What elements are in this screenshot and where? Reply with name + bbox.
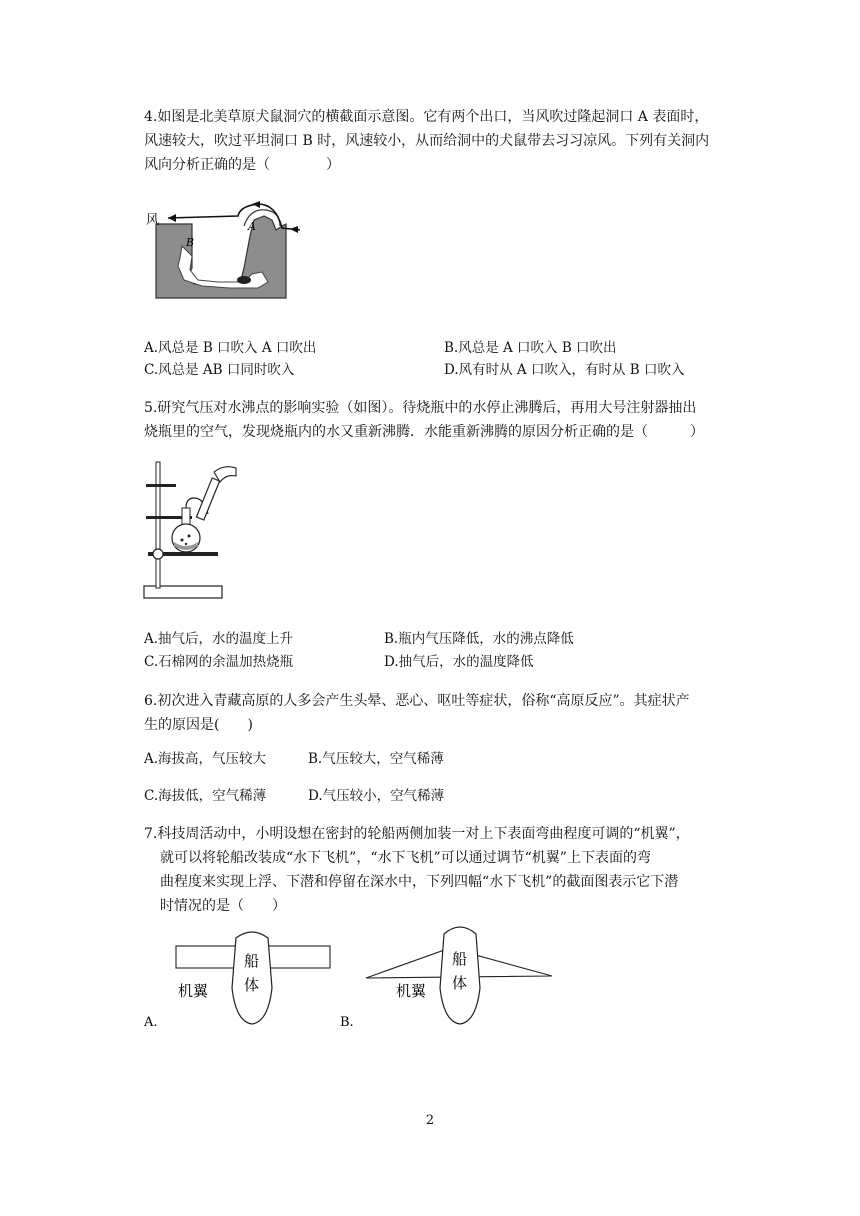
q6-option-d[interactable]: D.气压较小，空气稀薄 xyxy=(308,788,445,804)
wing-label: 机翼 xyxy=(396,982,427,1000)
q4-option-d[interactable]: D.风有时从 A 口吹入，有时从 B 口吹入 xyxy=(444,362,685,378)
q5-option-c[interactable]: C.石棉网的余温加热烧瓶 xyxy=(144,654,294,670)
q7-stem-line-2: 就可以将轮船改装成“水下飞机”，“水下飞机”可以通过调节“机翼”上下表面的弯 xyxy=(160,850,651,866)
q7-stem-line-1: 7.科技周活动中，小明设想在密封的轮船两侧加装一对上下表面弯曲程度可调的“机翼”， xyxy=(144,826,690,842)
figure-b-label: B. xyxy=(340,1015,354,1030)
q6-option-b[interactable]: B.气压较大，空气稀薄 xyxy=(308,751,444,767)
q5-stem-line-1: 5.研究气压对水沸点的影响实验（如图）。待烧瓶中的水停止沸腾后，再用大号注射器抽出 xyxy=(144,400,697,416)
q4-option-c[interactable]: C.风总是 AB 口同时吹入 xyxy=(144,362,295,378)
prairie-dog-burrow-figure xyxy=(140,196,310,304)
q4-stem-line-2: 风速较大，吹过平坦洞口 B 时，风速较小，从而给洞中的犬鼠带去习习凉风。下列有关洞内 xyxy=(144,133,710,149)
q6-stem-line-1: 6.初次进入青藏高原的人多会产生头晕、恶心、呕吐等症状，俗称“高原反应”。其症状产 xyxy=(144,693,690,709)
wing-label: 机翼 xyxy=(178,982,209,1000)
hull-label-bottom: 体 xyxy=(452,974,468,992)
q7-stem-line-4: 时情况的是（ ） xyxy=(160,898,286,914)
clamp-top xyxy=(146,484,176,487)
q5-option-a[interactable]: A.抽气后，水的温度上升 xyxy=(144,631,294,647)
q7-stem-line-3: 曲程度来实现上浮、下潜和停留在深水中，下列四幅“水下飞机”的截面图表示它下潜 xyxy=(160,874,679,890)
hull-label-top: 船 xyxy=(452,950,468,968)
boiling-flask-apparatus-figure xyxy=(142,458,242,604)
hull-label-bottom: 体 xyxy=(244,976,260,994)
underwater-plane-figure-b[interactable] xyxy=(338,916,560,1038)
wind-arrowhead-right xyxy=(290,226,298,233)
q4-option-a[interactable]: A.风总是 B 口吹入 A 口吹出 xyxy=(144,340,317,356)
q5-stem-line-2: 烧瓶里的空气，发现烧瓶内的水又重新沸腾．水能重新沸腾的原因分析正确的是（ ） xyxy=(144,424,704,440)
q6-stem-line-2: 生的原因是( ) xyxy=(144,717,253,733)
q5-option-b[interactable]: B.瓶内气压降低，水的沸点降低 xyxy=(384,631,574,647)
q5-option-d[interactable]: D.抽气后，水的温度降低 xyxy=(384,654,534,670)
prairie-dog xyxy=(237,276,251,284)
clamp-knob xyxy=(153,549,163,559)
wind-arrowhead-left xyxy=(168,214,176,222)
q6-option-c[interactable]: C.海拔低，空气稀薄 xyxy=(144,788,267,804)
wind-label: 风 xyxy=(146,213,160,228)
q4-stem-line-3: 风向分析正确的是（ ） xyxy=(144,157,340,173)
q4-stem-line-1: 4.如图是北美草原犬鼠洞穴的横截面示意图。它有两个出口，当风吹过隆起洞口 A 表面时， xyxy=(144,109,709,125)
stand-rod xyxy=(156,462,160,588)
wind-arrowhead-top xyxy=(252,201,260,208)
page-number: 2 xyxy=(425,1113,435,1128)
label-b: B xyxy=(186,236,195,249)
hull-label-top: 船 xyxy=(244,952,260,970)
underwater-plane-figure-a[interactable] xyxy=(140,928,340,1038)
q6-option-a[interactable]: A.海拔高，气压较大 xyxy=(144,751,267,767)
label-a: A xyxy=(248,220,256,233)
q4-option-b[interactable]: B.风总是 A 口吹入 B 口吹出 xyxy=(444,340,617,356)
figure-a-label: A. xyxy=(144,1015,158,1030)
